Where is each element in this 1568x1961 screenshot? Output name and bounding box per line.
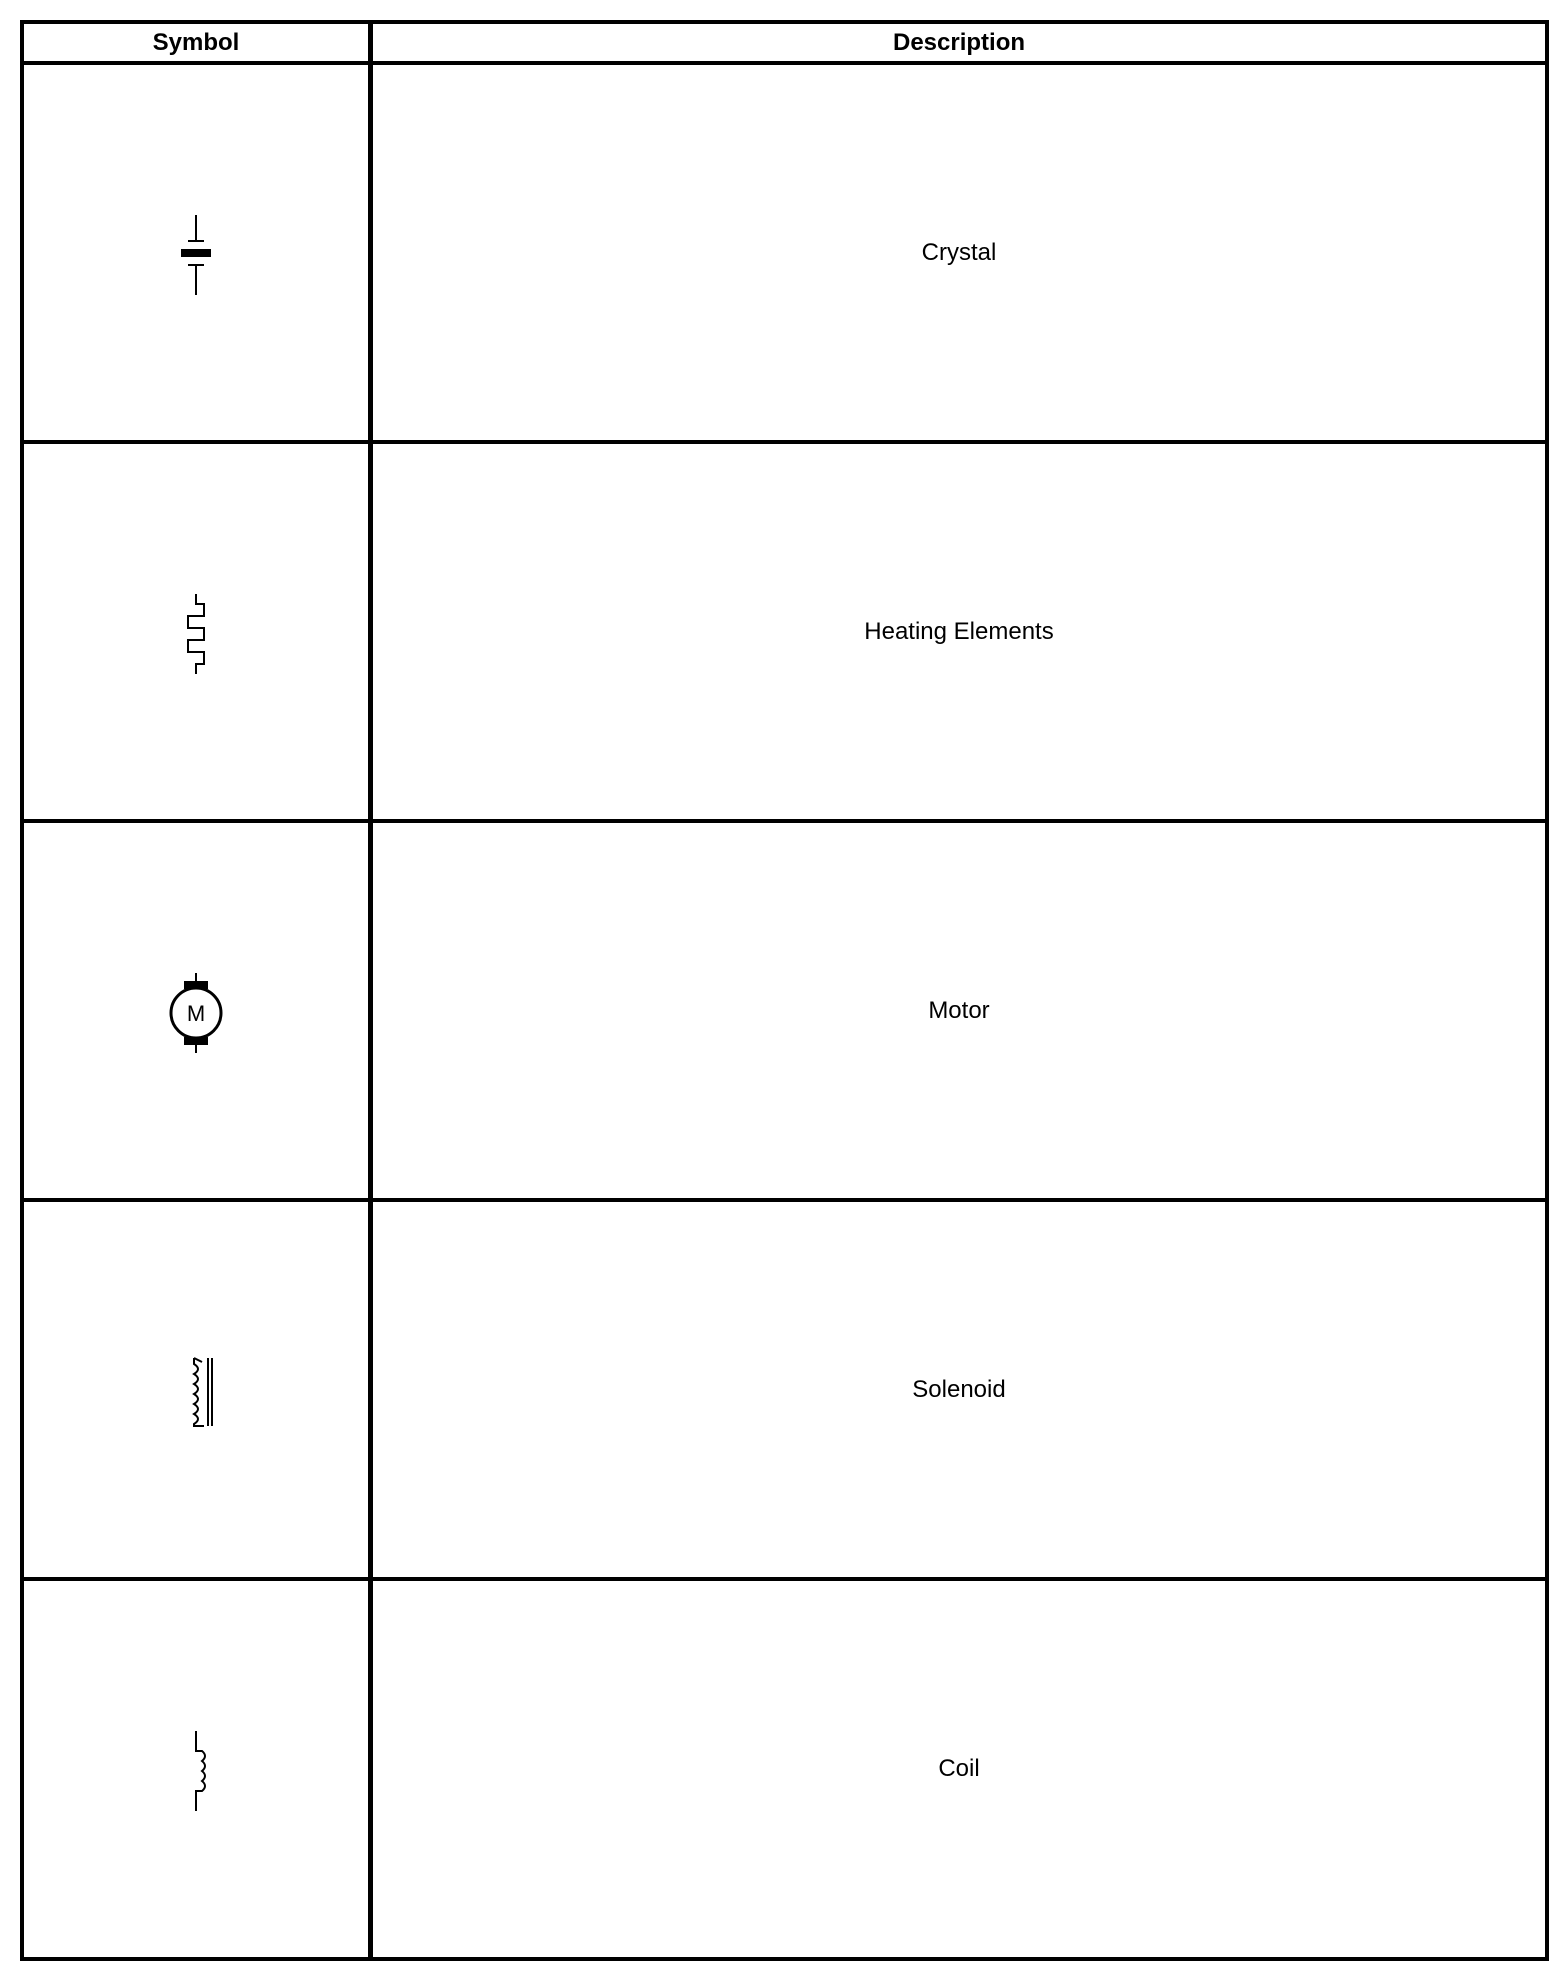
table-row-heating-elements <box>24 444 1545 823</box>
header-row <box>24 24 1545 65</box>
motor-letter: M <box>186 1001 206 1026</box>
table-row-motor <box>24 823 1545 1202</box>
coil-icon <box>166 1731 226 1811</box>
symbol-table <box>20 20 1549 1961</box>
description-cell: Crystal <box>921 238 997 266</box>
symbol-cell <box>24 65 368 440</box>
symbol-cell <box>24 1581 368 1957</box>
description-cell: Coil <box>938 1755 980 1782</box>
solenoid-icon <box>166 1352 226 1432</box>
header-description: Description <box>892 29 1026 56</box>
description-cell: Heating Elements <box>864 617 1054 645</box>
symbol-cell <box>24 444 368 819</box>
description-cell: Motor <box>928 996 990 1024</box>
crystal-icon <box>166 215 226 295</box>
symbol-cell <box>24 823 368 1198</box>
heating-element-icon <box>166 594 226 674</box>
description-cell: Solenoid <box>912 1375 1006 1403</box>
header-symbol: Symbol <box>152 29 240 56</box>
motor-icon <box>166 973 226 1053</box>
symbol-cell <box>24 1202 368 1577</box>
table-row-solenoid <box>24 1202 1545 1581</box>
table-row-coil <box>24 1581 1545 1957</box>
table-row-crystal <box>24 65 1545 444</box>
